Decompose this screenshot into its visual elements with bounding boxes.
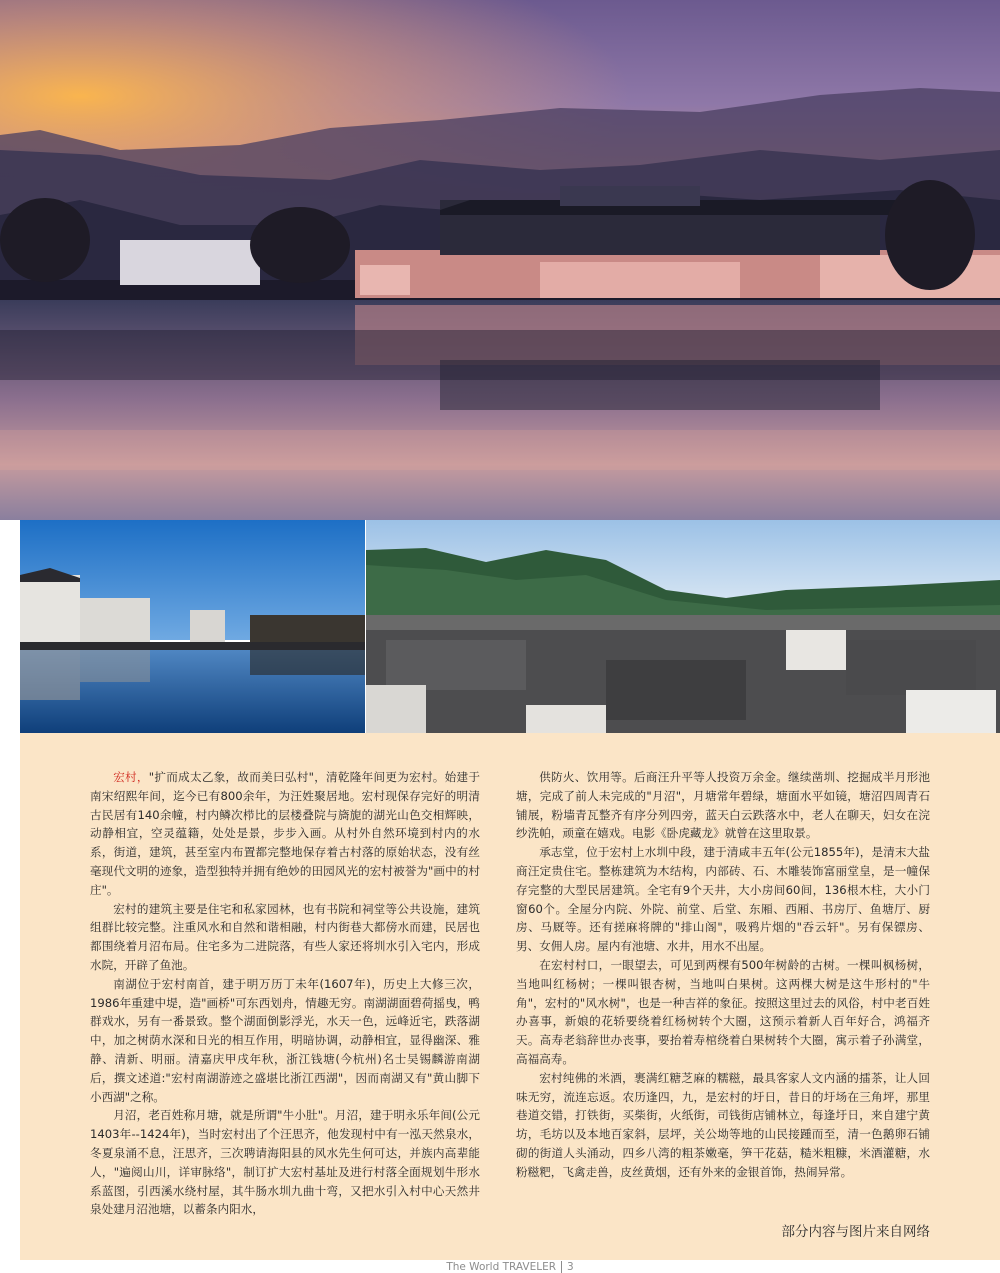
article-column-left — [90, 768, 480, 1219]
paragraph-local-food: 宏村纯佛的米酒，裹满红糖芝麻的糯糍，最具客家人文内涵的擂茶，让人回味无穷，流连忘返。农历逢四，九，是宏村的圩日，昔日的圩场在三角坪，那里巷道交错，打铁街，买柴街，火纸街，司钱街店铺林立，每逢圩日，来自建宁黄坊，毛坊以及本地百家斜，层坪，关公坳等地的山民接踵而至，清一色鹅卵石铺砌的街道人头涌动，四乡八湾的粗茶嫩毫，笋干花菇，糙米粗糠，米酒灌糖，水粉糍粑，飞禽走兽，皮丝黄烟，还有外来的金银首饰，热闹异常。 — [516, 1070, 930, 1179]
paragraph-south-lake: 南湖位于宏村南首，建于明万历丁未年(1607年)，历史上大修三次，1986年重建中堤，造"画桥"可东西划舟，情趣无穷。南湖湖面碧荷摇曳，鸭群戏水，另有一番景致。整个湖面倒影浮光，水天一色，远峰近宅，跌落湖中，加之树荫水深和日光的相互作用，明暗协调，动静相宜，显得幽深、雅静、清新、明丽。清嘉庆甲戌年秋，浙江钱塘(今杭州)名士吴锡麟游南湖后，撰文述道:"宏村南湖游迹之盛堪比浙江西湖"，因而南湖又有"黄山脚下小西湖"之称。 — [90, 976, 480, 1104]
paragraph-text: "扩而成太乙象，故而美曰弘村"，清乾隆年间更为宏村。始建于南宋绍熙年间，迄今已有800余年，为汪姓聚居地。宏村现保存完好的明清古民居有140余幢，村内鳞次栉比的层楼叠院与旖旎的湖光山色交相辉映，动静相宜，空灵蕴籍，处处是景，步步入画。从村外自然环境到村内的水系，街道，建筑，甚至室内布置都完整地保存着古村落的原始状态，没有丝毫现代文明的迹象，造型独特并拥有绝妙的田园风光的宏村被誉为"画中的村庄"。 — [90, 770, 480, 897]
source-credit: 部分内容与图片来自网络 — [781, 1224, 930, 1240]
hero-photo-hongcun-lake-dusk — [0, 0, 1000, 520]
paragraph-hongcun-intro — [90, 768, 480, 900]
photo-moon-pond — [20, 520, 365, 733]
page-footer — [20, 1261, 1000, 1273]
paragraph-moon-pond: 月沼，老百姓称月塘，就是所谓"牛小肚"。月沼，建于明永乐年间(公元1403年--1424年)，当时宏村出了个汪思齐，他发现村中有一泓天然泉水，冬夏泉涌不息，汪思齐，三次聘请海阳县的风水先生何可达，并族内高辈能人，"遍阅山川，详审脉络"，制订扩大宏村基址及进行村落全面规划牛形水系蓝图，引西溪水绕村屋，其牛肠水圳九曲十弯，又把水引入村中心天然井泉处建月沼池塘，以蓄条内阳水， — [90, 1108, 480, 1217]
page-number: 3 — [567, 1261, 574, 1273]
paragraph-ancient-trees: 在宏村村口，一眼望去，可见到两棵有500年树龄的古树。一棵叫枫杨树，当地叫红杨树；一棵叫银杏树，当地叫白果树。这两棵大树是这牛形村的"牛角"，宏村的"风水树"，也是一种吉祥的象征。按照这里过去的风俗，村中老百姓办喜事，新娘的花轿要绕着红杨树转个大圈，这预示着新人百年好合，鸿福齐天。高寿老翁辞世办丧事，要抬着寿棺绕着白果树转个大圈，寓示着子孙满堂，高福高寿。 — [516, 957, 930, 1066]
footer-divider — [561, 1261, 562, 1273]
photo-rooftops-panorama — [366, 520, 1000, 733]
paragraph-moon-pond-cont: 供防火、饮用等。后商汪升平等人投资万余金。继续凿圳、挖掘成半月形池塘，完成了前人未完成的"月沼"，月塘常年碧绿，塘面水平如镜，塘沼四周青石铺展，粉墙青瓦整齐有序分列四旁，蓝天白云跌落水中，老人在聊天，妇女在浣纱洗帕，顽童在嬉戏。电影《卧虎藏龙》就曾在这里取景。 — [516, 770, 930, 841]
paragraph-chengzhi-hall: 承志堂，位于宏村上水圳中段，建于清咸丰五年(公元1855年)，是清末大盐商汪定贵住宅。整栋建筑为木结构，内部砖、石、木雕装饰富丽堂皇，是一幢保存完整的大型民居建筑。全宅有9个天井，大小房间60间，136根木柱，大小门窗60个。全屋分内院、外院、前堂、后堂、东厢、西厢、书房厅、鱼塘厅、厨房、马厩等。还有搓麻将牌的"排山阁"，吸鸦片烟的"吞云轩"。另有保镖房、男、女佣人房。屋内有池塘、水井，用水不出屋。 — [516, 845, 930, 954]
magazine-name: The World TRAVELER — [446, 1261, 556, 1273]
article-panel — [20, 733, 1000, 1273]
article-column-right — [516, 768, 930, 1182]
highlight-hongcun: 宏村， — [113, 770, 149, 784]
paragraph-architecture: 宏村的建筑主要是住宅和私家园林，也有书院和祠堂等公共设施，建筑组群比较完整。注重风水和自然和谐相融，村内街巷大都傍水而建，民居也都围绕着月沼布局。住宅多为二进院落，有些人家还将圳水引入宅内，形成水院，开辟了鱼池。 — [90, 901, 480, 972]
